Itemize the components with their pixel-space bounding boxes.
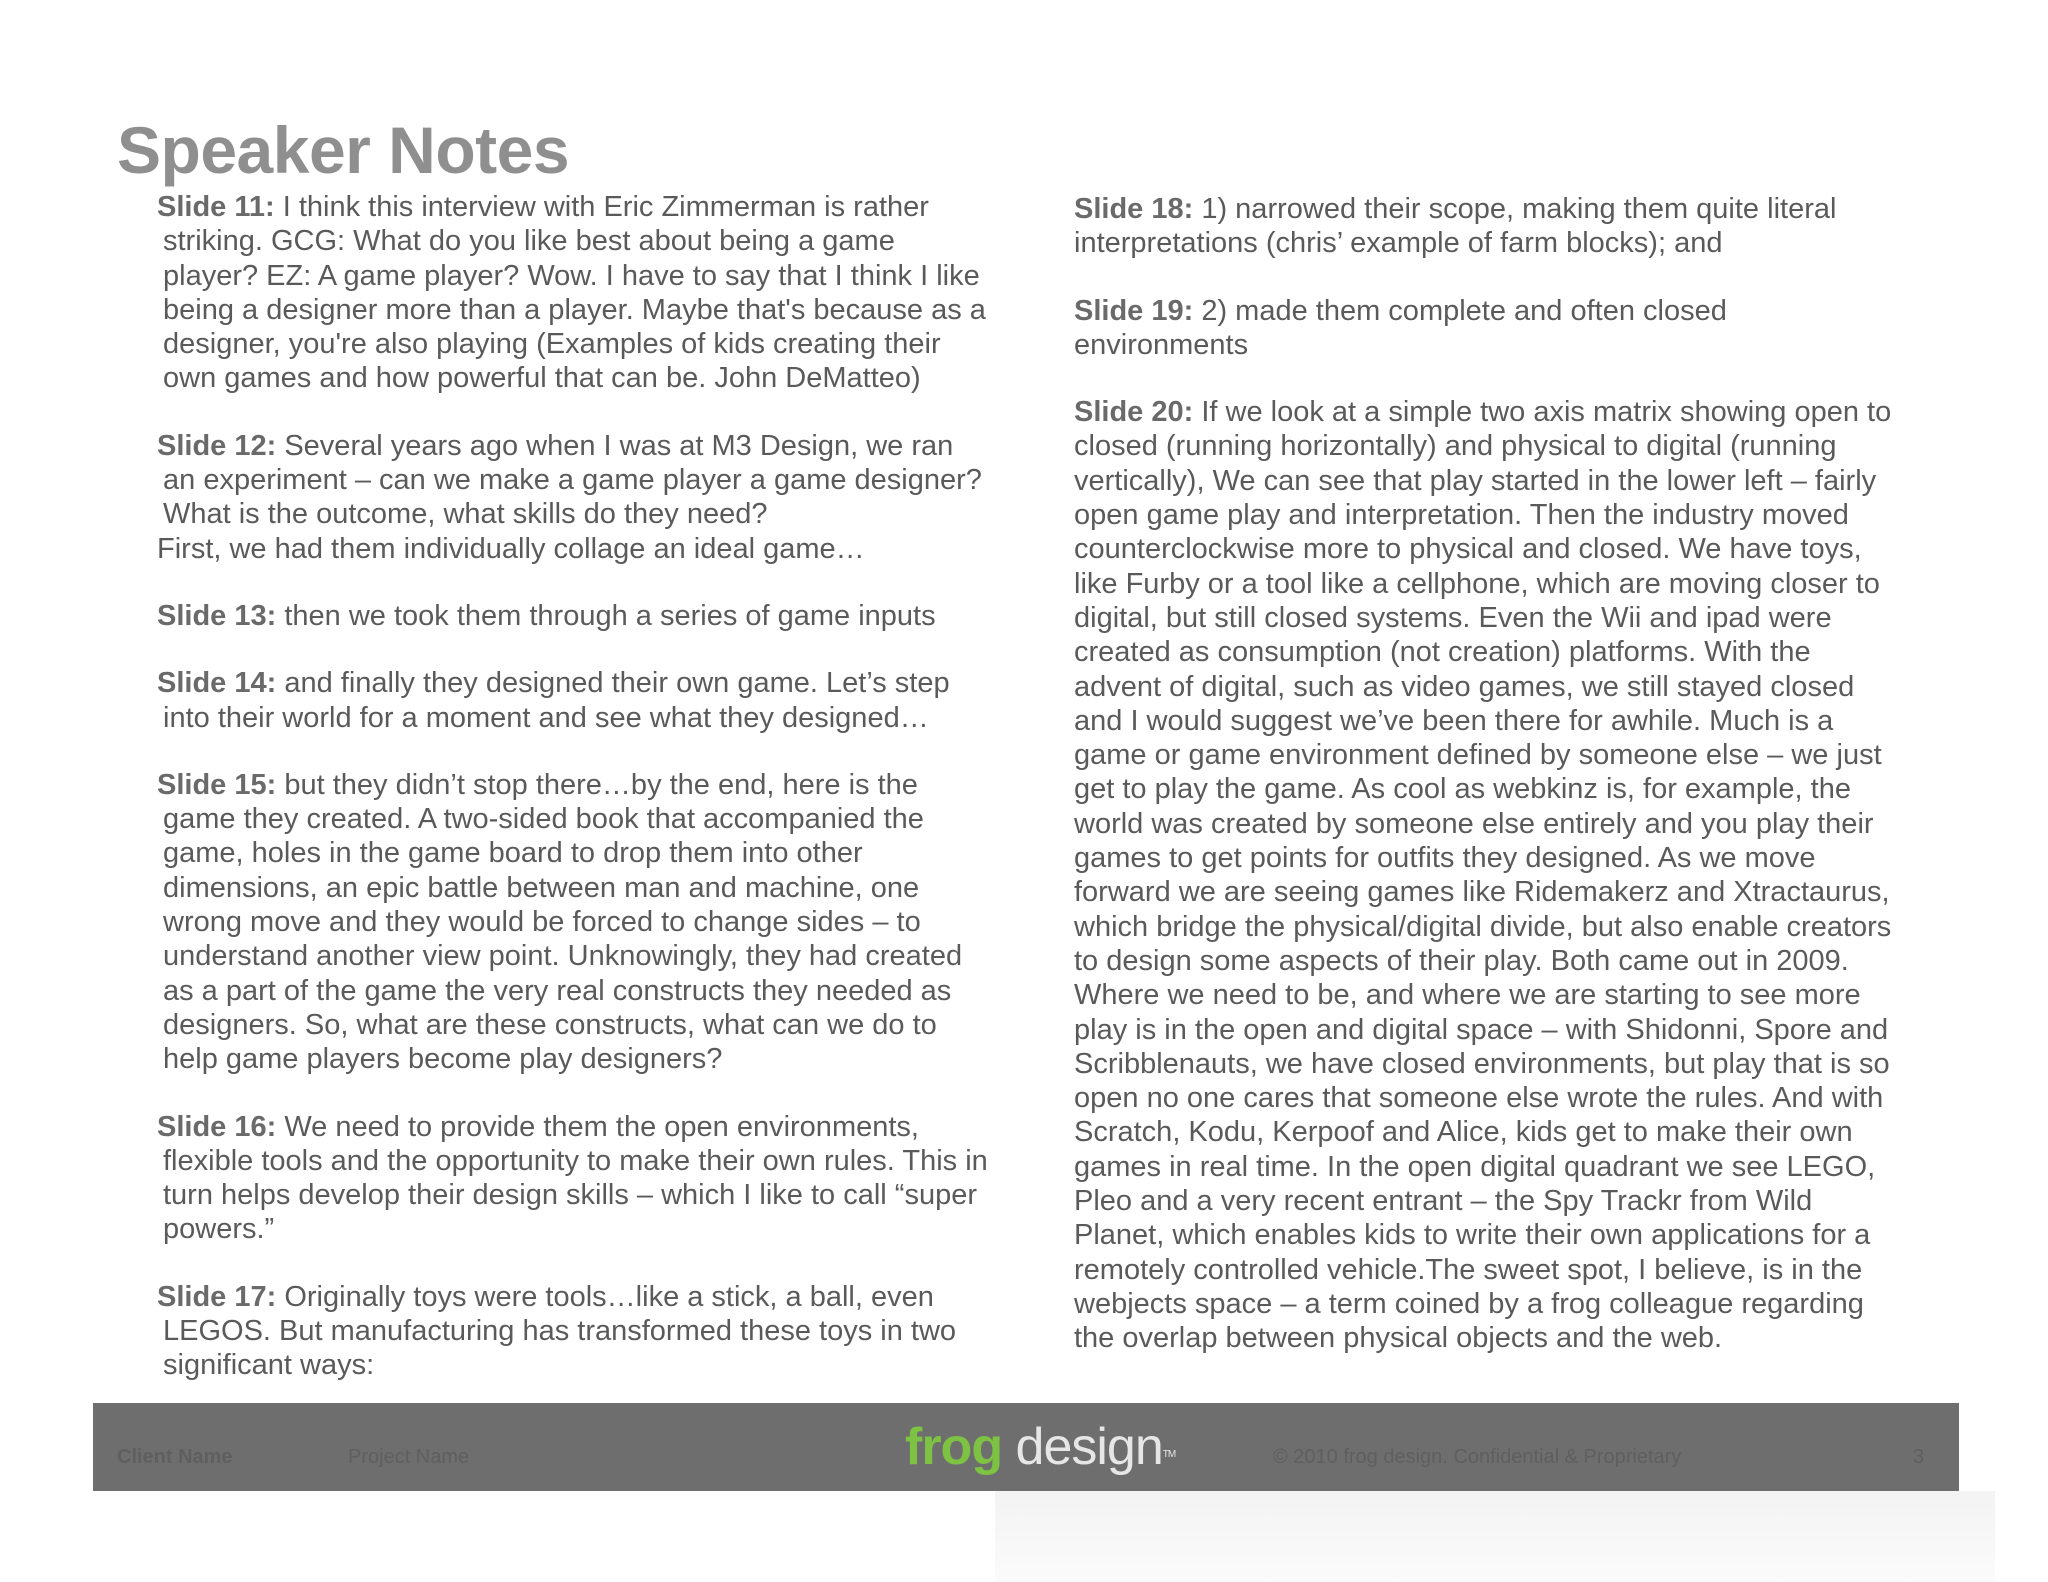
slide-label: Slide 19: xyxy=(1074,294,1194,327)
logo-design-text: design xyxy=(1002,1418,1163,1476)
slide-label: Slide 20: xyxy=(1074,396,1194,429)
project-name: Project Name xyxy=(348,1446,470,1468)
note-slide-18 xyxy=(1074,192,1904,261)
note-text-extra: First, we had them individually collage an ideal game… xyxy=(157,532,865,565)
copyright-notice: © 2010 frog design. Confidential & Proprietary xyxy=(1273,1446,1682,1468)
slide-label: Slide 15: xyxy=(157,768,277,801)
note-text: Several years ago when I was at M3 Design, we ran an experiment – can we make a game player a game designer? What is the outcome, what skills do they need? xyxy=(163,429,982,531)
note-slide-20 xyxy=(1074,395,1904,1355)
note-text: then we took them through a series of game inputs xyxy=(276,599,936,632)
note-text: We need to provide them the open environments, flexible tools and the opportunity to make their own rules. This in turn helps develop their design skills – which I like to call “super powers.” xyxy=(163,1110,988,1246)
slide-label: Slide 13: xyxy=(157,599,277,632)
note-slide-12 xyxy=(157,429,992,566)
note-text: but they didn’t stop there…by the end, here is the game they created. A two-sided book that accompanied the game, holes in the game board to drop them into other dimensions, an epic battle between man and machine, one wrong move and they would be forced to change sides – to understand another view point. Unknowingly, they had created as a part of the game the very real constructs they needed as designers. So, what are these constructs, what can we do to help game players become play designers? xyxy=(163,768,963,1076)
note-slide-13 xyxy=(157,599,992,633)
logo-trademark: TM xyxy=(1162,1449,1176,1460)
slide-label: Slide 17: xyxy=(157,1280,277,1313)
note-slide-14 xyxy=(157,666,992,735)
note-text: and finally they designed their own game. Let’s step into their world for a moment and see what they designed… xyxy=(163,667,950,734)
note-slide-17 xyxy=(157,1280,992,1383)
note-text: 2) made them complete and often closed environments xyxy=(1074,294,1727,361)
note-slide-16 xyxy=(157,1110,992,1247)
slide-label: Slide 11: xyxy=(157,191,275,223)
slide-label: Slide 12: xyxy=(157,429,277,462)
note-slide-11 xyxy=(157,190,992,396)
note-text: If we look at a simple two axis matrix showing open to closed (running horizontally) and physical to digital (running vertically), We can see that play started in the lower left – fairly open game play and interpretation. Then the industry moved counterclockwise more to physical and closed. We have toys, like Furby or a tool like a cellphone, which are moving closer to digital, but still closed systems. Even the Wii and ipad were created as consumption (not creation) platforms. With the advent of digital, such as video games, we still stayed closed and I would suggest we’ve been there for awhile. Much is a game or game environment defined by someone else – we just get to play the game. As cool as webkinz is, for example, the world was created by someone else entirely and you play their games to get points for outfits they designed. As we move forward we are seeing games like Ridemakerz and Xtractaurus, which bridge the physical/digital divide, but also enable creators to design some aspects of their play. Both came out in 2009. Where we need to be, and where we are starting to see more play is in the open and digital space – with Shidonni, Spore and Scribblenauts, we have closed environments, but play that is so open no one cares that someone else wrote the rules. And with Scratch, Kodu, Kerpoof and Alice, kids get to make their own games in real time. In the open digital quadrant we see LEGO, Pleo and a very recent entrant – the Spy Trackr from Wild Planet, which enables kids to write their own applications for a remotely controlled vehicle.The sweet spot, I believe, is in the webjects space – a term coined by a frog colleague regarding the overlap between physical objects and the web. xyxy=(1074,396,1892,1355)
client-name: Client Name xyxy=(117,1446,233,1468)
page-shadow xyxy=(995,1491,1995,1582)
speaker-notes-right-column xyxy=(1074,192,1904,1389)
slide-label: Slide 16: xyxy=(157,1110,277,1143)
note-slide-19 xyxy=(1074,294,1904,363)
slide-label: Slide 18: xyxy=(1074,193,1194,225)
speaker-notes-left-column xyxy=(157,190,992,1416)
frog-design-logo xyxy=(905,1419,1175,1475)
footer-bar xyxy=(93,1403,1959,1491)
logo-frog-text: frog xyxy=(905,1418,1003,1476)
page-number: 3 xyxy=(1913,1446,1925,1468)
note-slide-15 xyxy=(157,768,992,1077)
page-title: Speaker Notes xyxy=(117,113,570,187)
note-text: Originally toys were tools…like a stick, a ball, even LEGOS. But manufacturing has transformed these toys in two significant ways: xyxy=(163,1280,957,1382)
note-text: 1) narrowed their scope, making them quite literal interpretations (chris’ example of farm blocks); and xyxy=(1074,193,1837,260)
note-text: I think this interview with Eric Zimmerman is rather striking. GCG: What do you like best about being a game player? EZ: A game player? Wow. I have to say that I think I like being a designer more than a player. Maybe that's because as a designer, you're also playing (Examples of kids creating their own games and how powerful that can be. John DeMatteo) xyxy=(163,191,986,395)
slide-label: Slide 14: xyxy=(157,667,277,700)
